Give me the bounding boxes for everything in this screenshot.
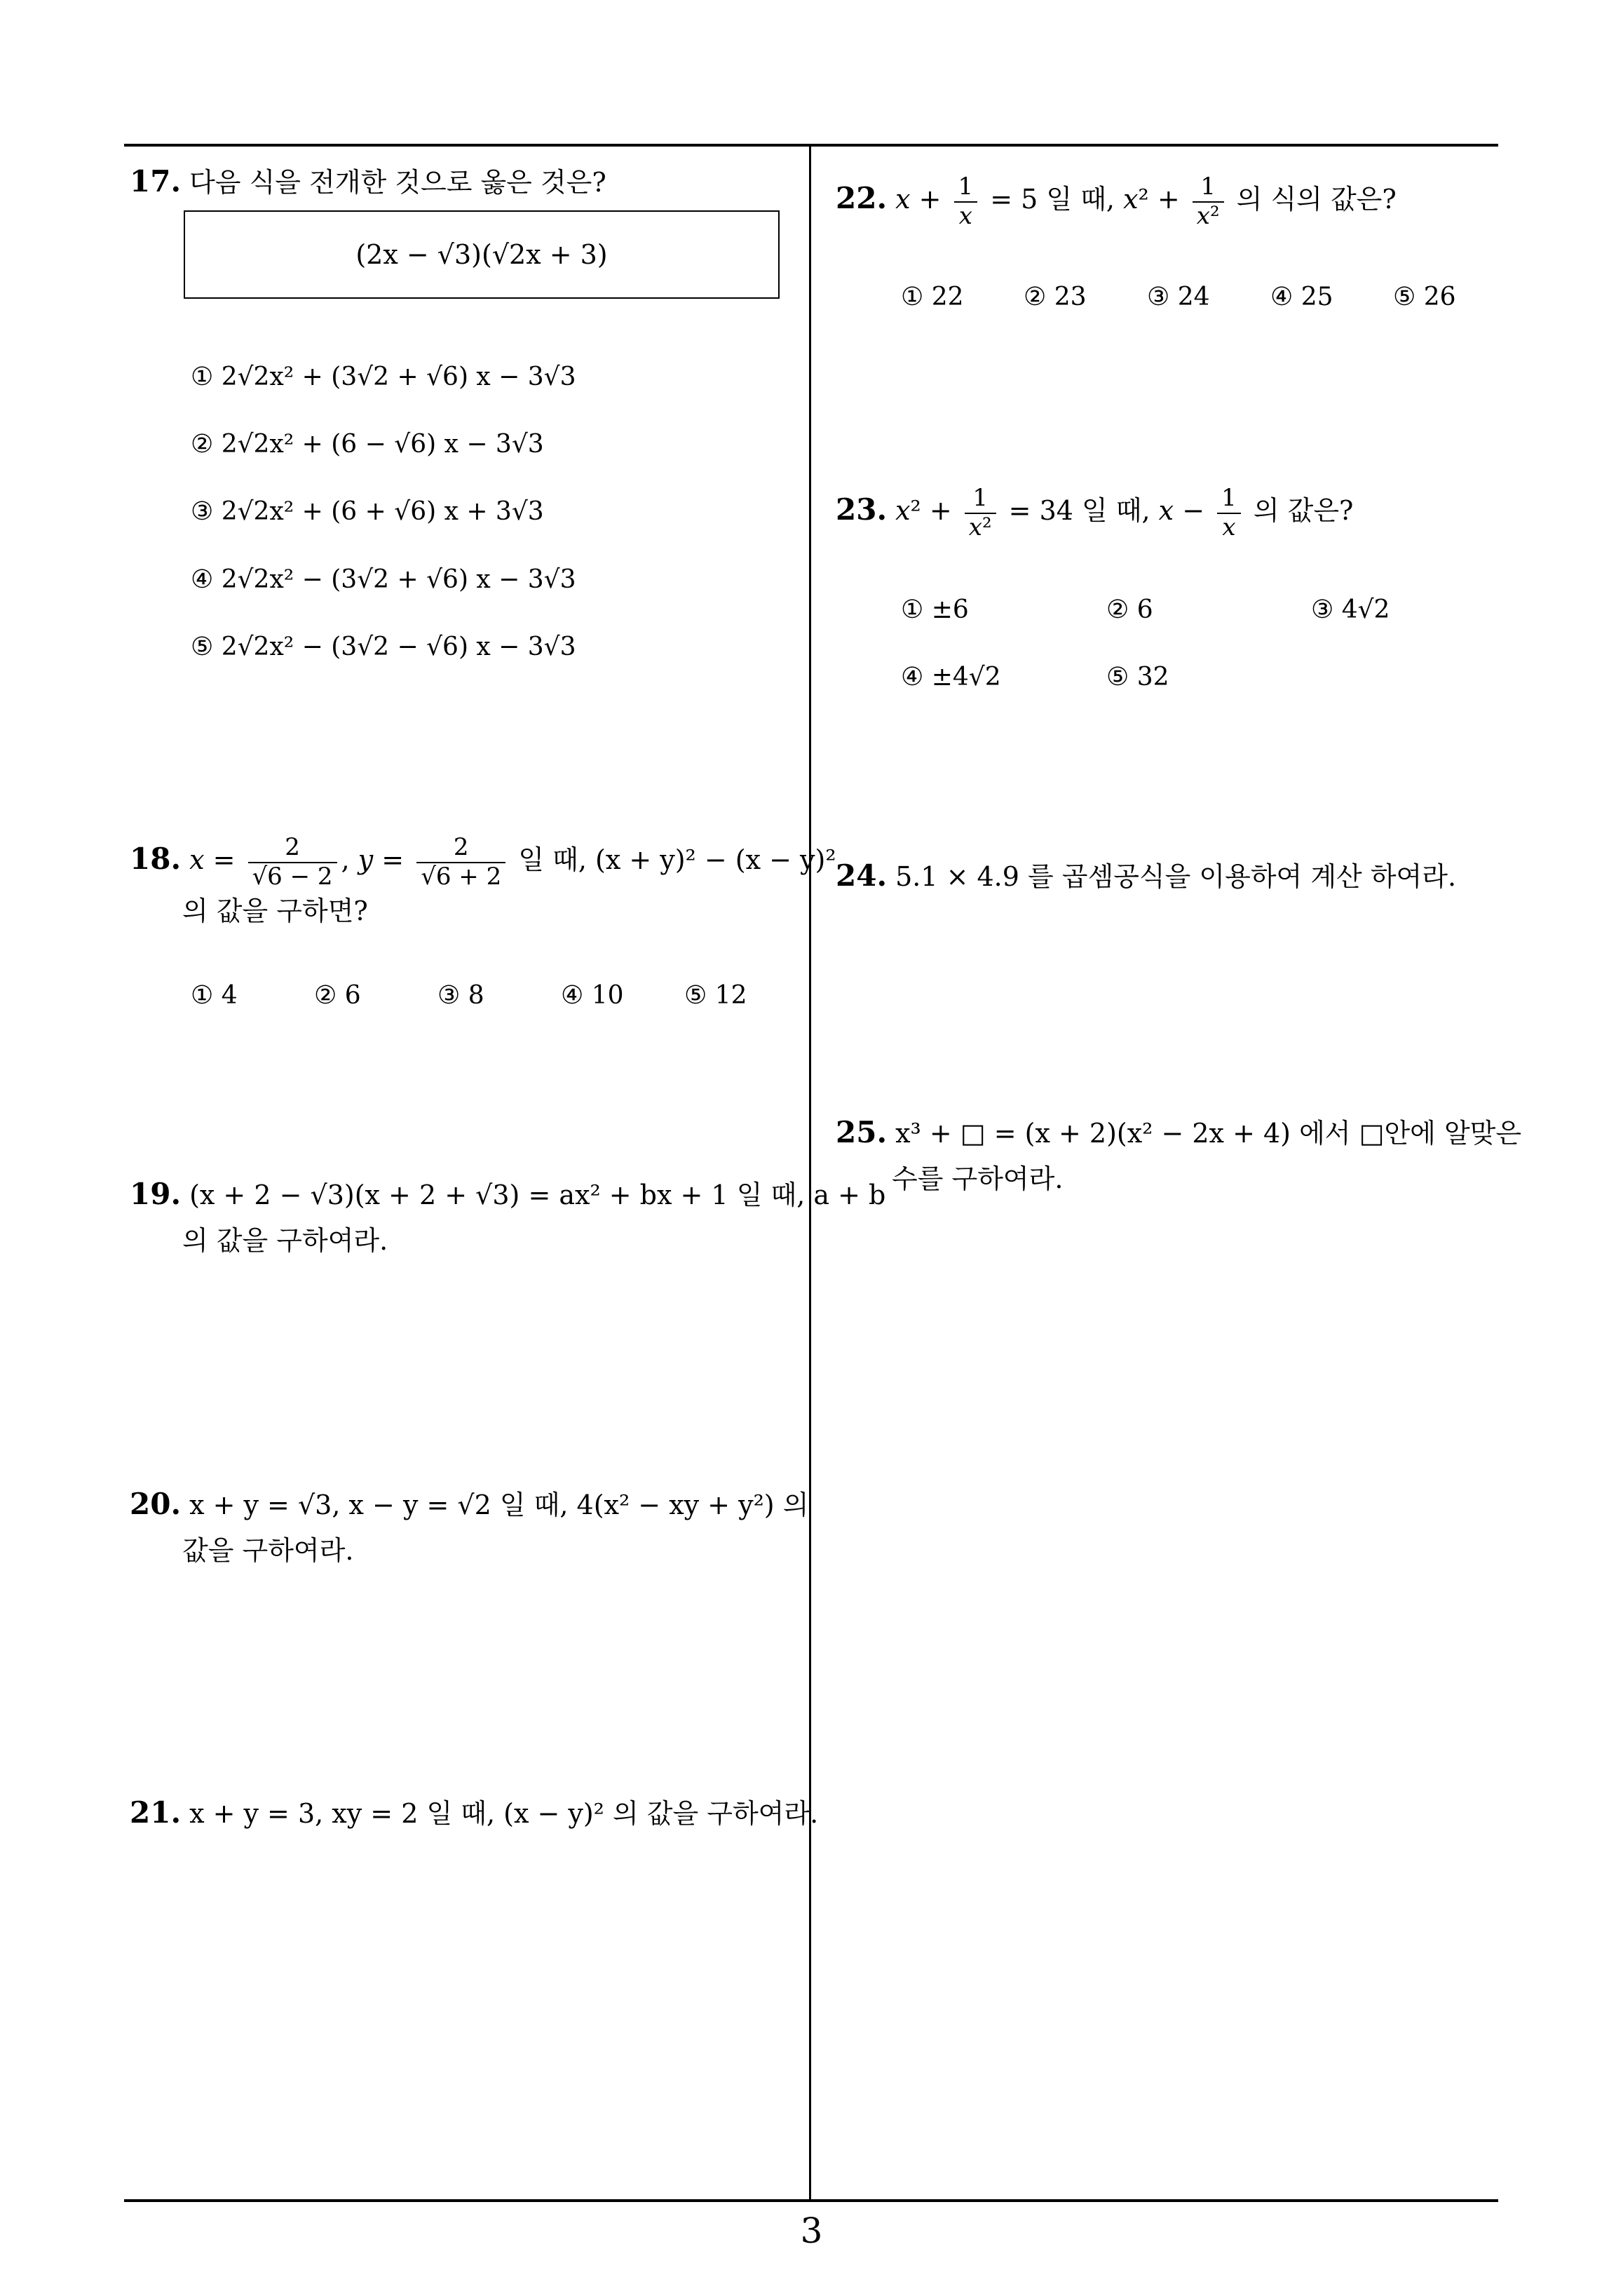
question-number: 25. bbox=[836, 1115, 888, 1149]
question-19-line-2: 의 값을 구하여라. bbox=[182, 1225, 388, 1256]
question-text: 의 식의 값은? bbox=[1236, 184, 1397, 215]
q17-option-1[interactable]: ① 2√2x² + (3√2 + √6) x − 3√3 bbox=[191, 363, 576, 391]
question-text: 의 값은? bbox=[1253, 495, 1354, 526]
q18-option-1[interactable]: ① 4 bbox=[191, 981, 238, 1010]
question-text: x + y = √3, x − y = √2 일 때, 4(x² − xy + y²) 의 bbox=[189, 1490, 809, 1520]
q22-option-5[interactable]: ⑤ 26 bbox=[1393, 283, 1456, 311]
q18-option-3[interactable]: ③ 8 bbox=[437, 981, 484, 1010]
question-number: 21. bbox=[130, 1795, 182, 1830]
q22-option-4[interactable]: ④ 25 bbox=[1270, 283, 1333, 311]
q17-option-2[interactable]: ② 2√2x² + (6 − √6) x − 3√3 bbox=[191, 430, 544, 459]
question-number: 20. bbox=[130, 1487, 182, 1521]
question-19 bbox=[130, 1171, 885, 1218]
question-number: 18. bbox=[130, 842, 182, 876]
q23-option-1[interactable]: ① ±6 bbox=[901, 595, 969, 624]
question-text: 다음 식을 전개한 것으로 옳은 것은? bbox=[189, 167, 606, 198]
question-number: 24. bbox=[836, 858, 888, 893]
q18-option-5[interactable]: ⑤ 12 bbox=[684, 981, 747, 1010]
q17-option-5[interactable]: ⑤ 2√2x² − (3√2 − √6) x − 3√3 bbox=[191, 633, 576, 661]
q17-option-3[interactable]: ③ 2√2x² + (6 + √6) x + 3√3 bbox=[191, 497, 544, 526]
q23-option-4[interactable]: ④ ±4√2 bbox=[901, 663, 1001, 691]
bottom-rule bbox=[124, 2199, 1498, 2202]
top-rule bbox=[124, 144, 1498, 147]
q23-option-5[interactable]: ⑤ 32 bbox=[1106, 663, 1169, 691]
q23-option-3[interactable]: ③ 4√2 bbox=[1311, 595, 1390, 624]
question-18: 18. x = $\frac{2}{√6 - 2}$ , y = $\frac{2}{√6 + 2}$ 일 때, (x + y)² − (x − y)² bbox=[130, 833, 836, 891]
question-text: x + y = 3, xy = 2 일 때, (x − y)² 의 값을 구하여라. bbox=[189, 1798, 819, 1829]
question-text: x³ + □ = (x + 2)(x² − 2x + 4) 에서 □안에 알맞은 bbox=[895, 1118, 1522, 1149]
question-25-line-2: 수를 구하여라. bbox=[892, 1163, 1064, 1194]
box-expression: (2x − √3)(√2x + 3) bbox=[355, 239, 608, 270]
question-18-line-2: 의 값을 구하면? bbox=[182, 896, 368, 926]
q22-option-3[interactable]: ③ 24 bbox=[1147, 283, 1210, 311]
question-number: 19. bbox=[130, 1177, 182, 1211]
question-25 bbox=[836, 1109, 1521, 1156]
question-22: 22. x + $\frac{1}{x}$ = 5 일 때, x² + $\frac{1}{\text{x²}}$ 의 식의 값은? bbox=[836, 173, 1397, 230]
question-text: 5.1 × 4.9 를 곱셈공식을 이용하여 계산 하여라. bbox=[895, 861, 1457, 892]
fraction-1-over-x2: $\frac{1}{\text{x²}}$ bbox=[1193, 173, 1224, 229]
page-number: 3 bbox=[800, 2210, 823, 2251]
question-21 bbox=[130, 1790, 818, 1837]
q18-option-4[interactable]: ④ 10 bbox=[561, 981, 624, 1010]
q23-option-2[interactable]: ② 6 bbox=[1106, 595, 1153, 624]
q22-option-2[interactable]: ② 23 bbox=[1024, 283, 1087, 311]
fraction-y: $\frac{2}{√6 + 2}$ bbox=[416, 834, 505, 890]
question-text: (x + 2 − √3)(x + 2 + √3) = ax² + bx + 1 일 때, a + b bbox=[189, 1180, 886, 1210]
q22-option-1[interactable]: ① 22 bbox=[901, 283, 964, 311]
fraction-x: $\frac{2}{√6 - 2}$ bbox=[248, 834, 337, 890]
question-23: 23. x² + $\frac{1}{\text{x²}}$ = 34 일 때, x − $\frac{1}{x}$ 의 값은? bbox=[836, 484, 1354, 541]
question-17 bbox=[130, 158, 606, 205]
q18-option-2[interactable]: ② 6 bbox=[314, 981, 361, 1010]
question-number: 22. bbox=[836, 181, 888, 215]
expression-box bbox=[184, 210, 780, 299]
fraction-1-over-x: $\frac{1}{x}$ bbox=[954, 173, 978, 229]
question-20-line-2: 값을 구하여라. bbox=[182, 1535, 354, 1566]
question-number: 17. bbox=[130, 164, 182, 198]
question-20 bbox=[130, 1481, 808, 1528]
question-24 bbox=[836, 853, 1456, 900]
question-number: 23. bbox=[836, 492, 888, 527]
fraction-1-over-x: $\frac{1}{x}$ bbox=[1217, 485, 1241, 541]
q17-option-4[interactable]: ④ 2√2x² − (3√2 + √6) x − 3√3 bbox=[191, 565, 576, 594]
question-text: 일 때, (x + y)² − (x − y)² bbox=[518, 844, 836, 875]
fraction-1-over-x2: $\frac{1}{\text{x²}}$ bbox=[965, 485, 996, 541]
